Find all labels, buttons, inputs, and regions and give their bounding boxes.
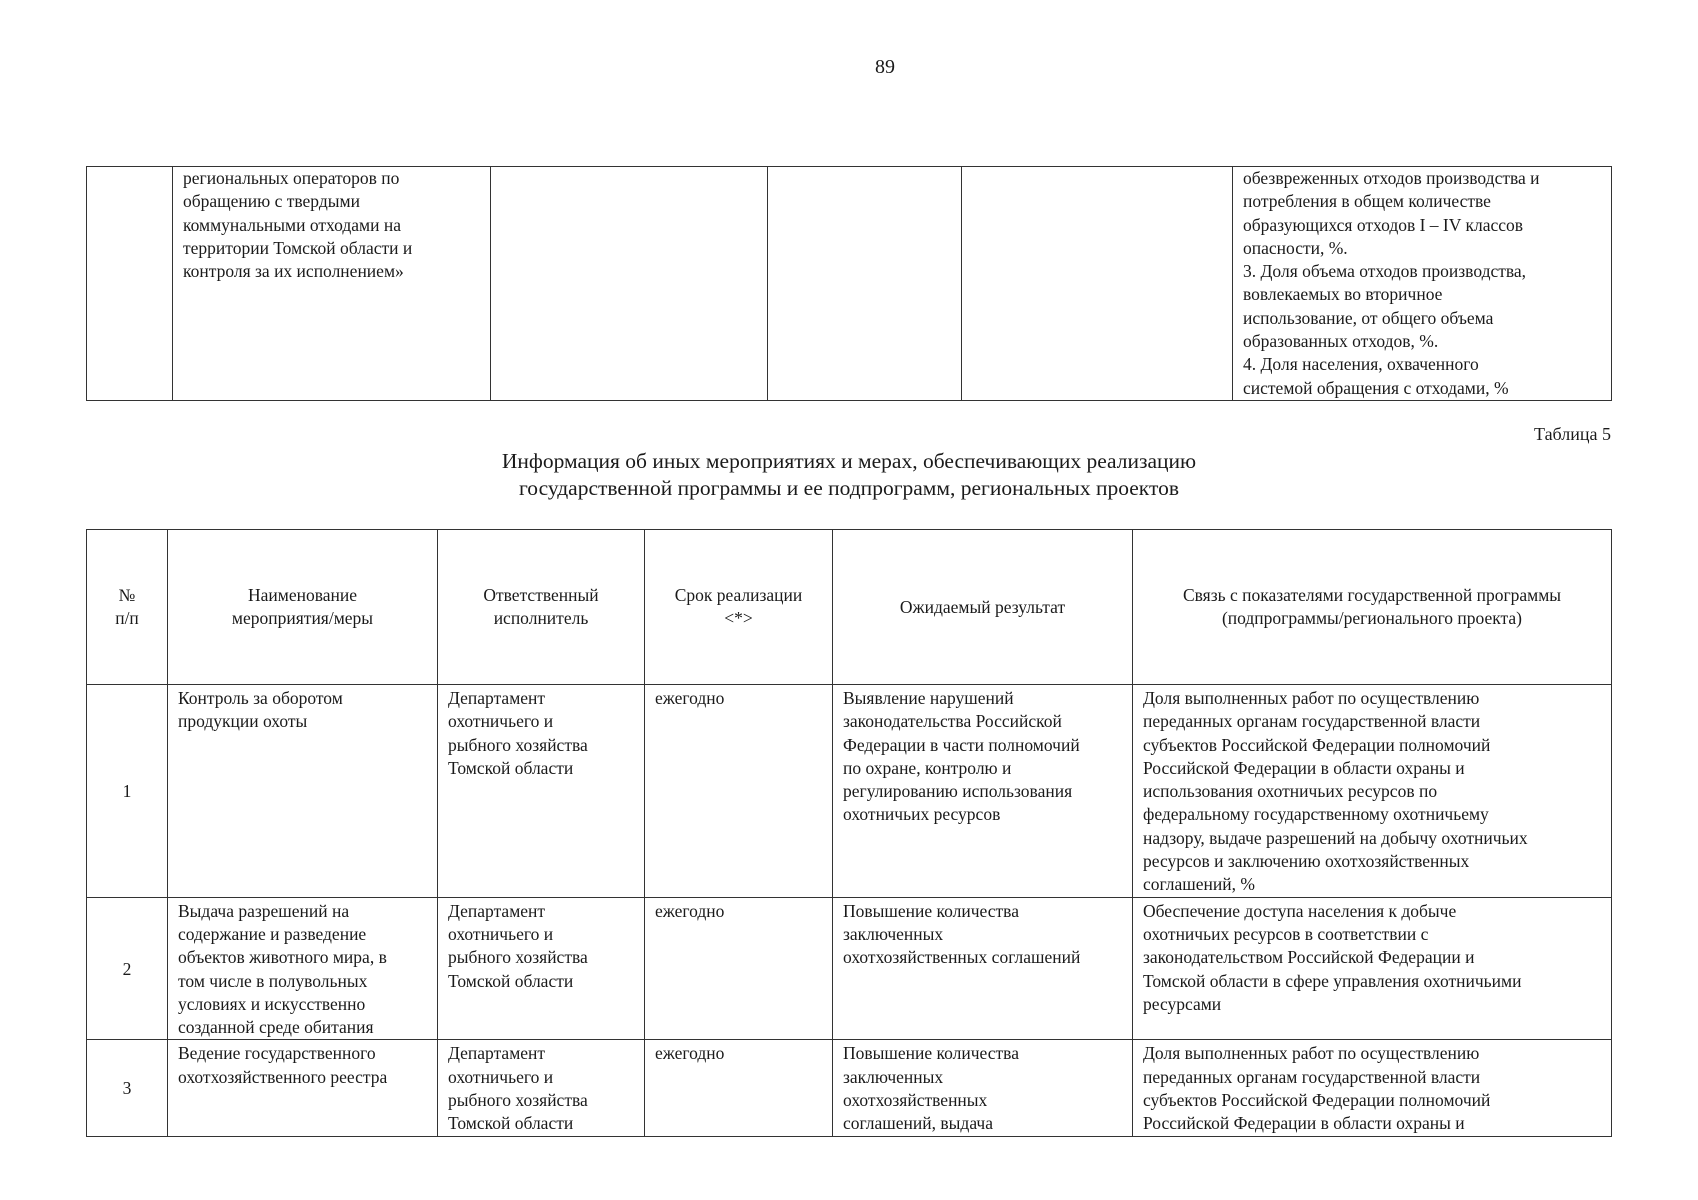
cell-executor: Департамент охотничьего и рыбного хозяйства Томской области: [438, 1040, 645, 1136]
cell-indicators: Доля выполненных работ по осуществлению переданных органам государственной власти субъектов Российской Федерации полномочий Российской Федерации в области охраны и: [1133, 1040, 1612, 1136]
header-num: № п/п: [87, 530, 168, 685]
cell-indicators: Доля выполненных работ по осуществлению переданных органам государственной власти субъектов Российской Федерации полномочий Российской Федерации в области охраны и использования охотничьих ресурсов по федеральному государственному охотничьему надзору, выдаче разрешений на добычу охотничьих ресурсов и заключению охотхозяйственных соглашений, %: [1133, 685, 1612, 898]
cell-executor: Департамент охотничьего и рыбного хозяйства Томской области: [438, 685, 645, 898]
header-indicators: Связь с показателями государственной программы (подпрограммы/регионального проекта): [1133, 530, 1612, 685]
cell-term: ежегодно: [645, 897, 833, 1040]
header-name: Наименование мероприятия/меры: [168, 530, 438, 685]
table-row: [87, 685, 1612, 898]
cell-result: Повышение количества заключенных охотхозяйственных соглашений, выдача: [833, 1040, 1133, 1136]
cell-executor: [491, 167, 768, 401]
cell-result: Выявление нарушений законодательства Российской Федерации в части полномочий по охране, контролю и регулированию использования охотничьих ресурсов: [833, 685, 1133, 898]
cell-executor: Департамент охотничьего и рыбного хозяйства Томской области: [438, 897, 645, 1040]
table-label: Таблица 5: [1534, 424, 1611, 444]
cell-name: Контроль за оборотом продукции охоты: [168, 685, 438, 898]
cell-num: 3: [87, 1040, 168, 1136]
table-header-row: [87, 530, 1612, 685]
cell-term: [768, 167, 962, 401]
header-result: Ожидаемый результат: [833, 530, 1133, 685]
section-title: Информация об иных мероприятиях и мерах, обеспечивающих реализацию государственной программы и ее подпрограмм, региональных проектов: [501, 449, 1197, 500]
header-term: Срок реализации <*>: [645, 530, 833, 685]
table-row: [87, 167, 1612, 401]
cell-term: ежегодно: [645, 685, 833, 898]
table-row: [87, 897, 1612, 1040]
continuation-table: [86, 166, 1612, 401]
header-executor: Ответственный исполнитель: [438, 530, 645, 685]
cell-name: Ведение государственного охотхозяйственного реестра: [168, 1040, 438, 1136]
cell-indicators: Обеспечение доступа населения к добыче охотничьих ресурсов в соответствии с законодательством Российской Федерации и Томской области в сфере управления охотничьими ресурсами: [1133, 897, 1612, 1040]
cell-num: 2: [87, 897, 168, 1040]
cell-indicators: обезвреженных отходов производства и потребления в общем количестве образующихся отходов I – IV классов опасности, %. 3. Доля объема отходов производства, вовлекаемых во вторичное использование, от общего объема образованных отходов, %. 4. Доля населения, охваченного системой обращения с отходами, %: [1233, 167, 1612, 401]
measures-table: [86, 529, 1612, 1137]
cell-num: [87, 167, 173, 401]
cell-result: [962, 167, 1233, 401]
cell-term: ежегодно: [645, 1040, 833, 1136]
page-number: 89: [875, 56, 895, 78]
cell-name: региональных операторов по обращению с твердыми коммунальными отходами на территории Томской области и контроля за их исполнением»: [173, 167, 491, 401]
cell-name: Выдача разрешений на содержание и разведение объектов животного мира, в том числе в полувольных условиях и искусственно созданной среде обитания: [168, 897, 438, 1040]
table-row: [87, 1040, 1612, 1136]
cell-num: 1: [87, 685, 168, 898]
cell-result: Повышение количества заключенных охотхозяйственных соглашений: [833, 897, 1133, 1040]
